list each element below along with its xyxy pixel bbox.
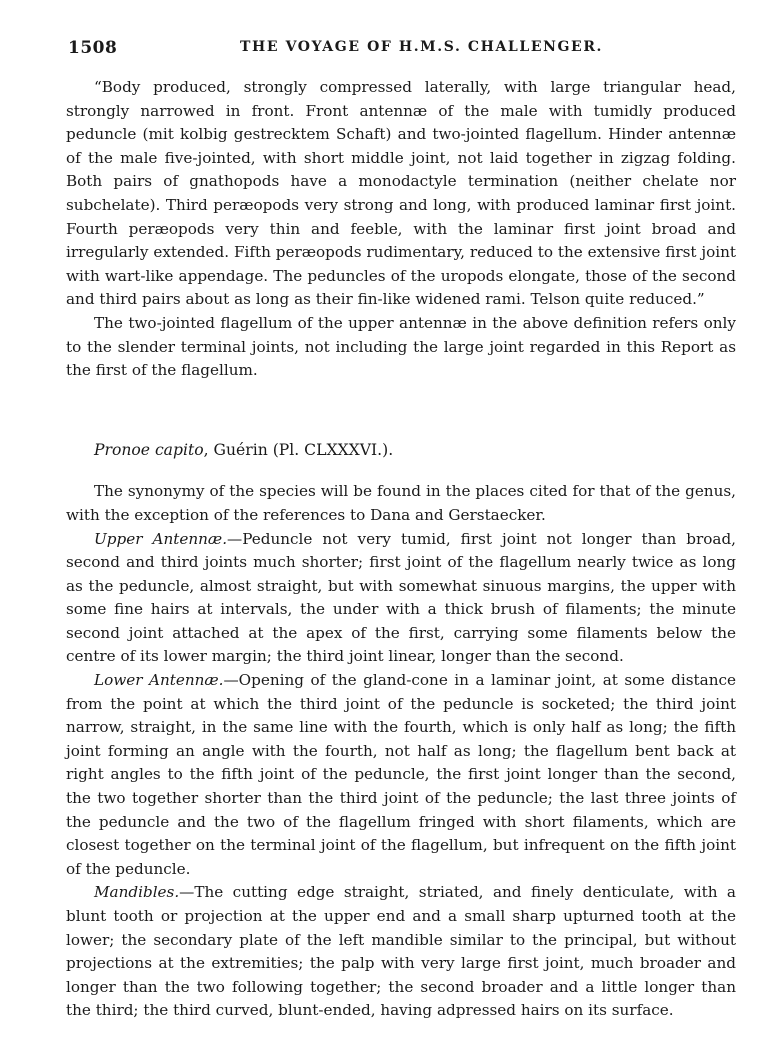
quoted-definition: “Body produced, strongly compressed laterally, with large triangular head, strongly narrowed in front. Front antennæ of the male with tumidly produced peduncle (mit kolbig gestrecktem Schaft) and two-jointed flagellum. Hinder antennæ of the male five-jointed, with short middle joint, not laid together in zigzag folding. Both pairs of gnathopods have a monodactyle termination (neither chelate nor subchelate). Third peræopods very strong and long, with produced laminar first joint. Fourth peræopods very thin and feeble, with the laminar first joint broad and irregularly extended. Fifth peræopods rudimentary, reduced to the extensive first joint with wart-like appendage. The peduncles of the uropods elongate, those of the second and third pairs about as long as their fin-like widened rami. Telson quite reduced.”: [66, 78, 736, 309]
species-heading: [66, 439, 736, 463]
definition-note: The two-jointed flagellum of the upper antennæ in the above definition refers only to the slender terminal joints, not including the large joint regarded in this Report as the first of the flagellum.: [66, 313, 736, 380]
page-header: [68, 38, 730, 60]
species-name: Pronoe capito: [94, 440, 204, 459]
mandibles-label: Mandibles.: [94, 883, 180, 902]
upper-antennae-paragraph: [66, 528, 736, 670]
page-number: 1508: [68, 38, 118, 58]
lower-antennae-text: —Opening of the gland-cone in a laminar joint, at some distance from the point at which the third joint of the peduncle is socketed; the third joint narrow, straight, in the same line with the fourth, which is only half as long; the fifth joint forming an angle with the fourth, not half as long; the flagellum bent back at right angles to the fifth joint of the peduncle, the first joint longer than the second, the two together shorter than the third joint of the peduncle; the last three joints of the peduncle and the two of the flagellum fringed with short filaments, which are closest together on the terminal joint of the flagellum, but infrequent on the fifth joint of the peduncle.: [66, 671, 736, 878]
lower-antennae-label: Lower Antennæ.: [94, 671, 224, 690]
mandibles-text: —The cutting edge straight, striated, and finely denticulate, with a blunt tooth or projection at the upper end and a small sharp upturned tooth at the lower; the secondary plate of the left mandible similar to the principal, but without projections at the extremities; the palp with very large first joint, much broader and longer than the two following together; the second broader and a little longer than the third; the third curved, blunt-ended, having adpressed hairs on its surface.: [66, 883, 736, 1020]
running-title: THE VOYAGE OF H.M.S. CHALLENGER.: [240, 39, 604, 55]
mandibles-paragraph: [66, 881, 736, 1023]
page-body: [66, 76, 736, 1023]
upper-antennae-label: Upper Antennæ.: [94, 529, 228, 548]
lower-antennae-paragraph: [66, 669, 736, 881]
upper-antennae-text: —Peduncle not very tumid, first joint not longer than broad, second and third joints much shorter; first joint of the flagellum nearly twice as long as the peduncle, almost straight, but with somewhat sinuous margins, the upper with some fine hairs at intervals, the under with a thick brush of filaments; the minute second joint attached at the apex of the first, carrying some filaments below the centre of its lower margin; the third joint linear, longer than the second.: [66, 529, 736, 666]
species-heading-rest: , Guérin (Pl. CLXXXVI.).: [203, 440, 394, 459]
synonymy-paragraph: The synonymy of the species will be found in the places cited for that of the genus, with the exception of the references to Dana and Gerstaecker.: [66, 482, 736, 524]
